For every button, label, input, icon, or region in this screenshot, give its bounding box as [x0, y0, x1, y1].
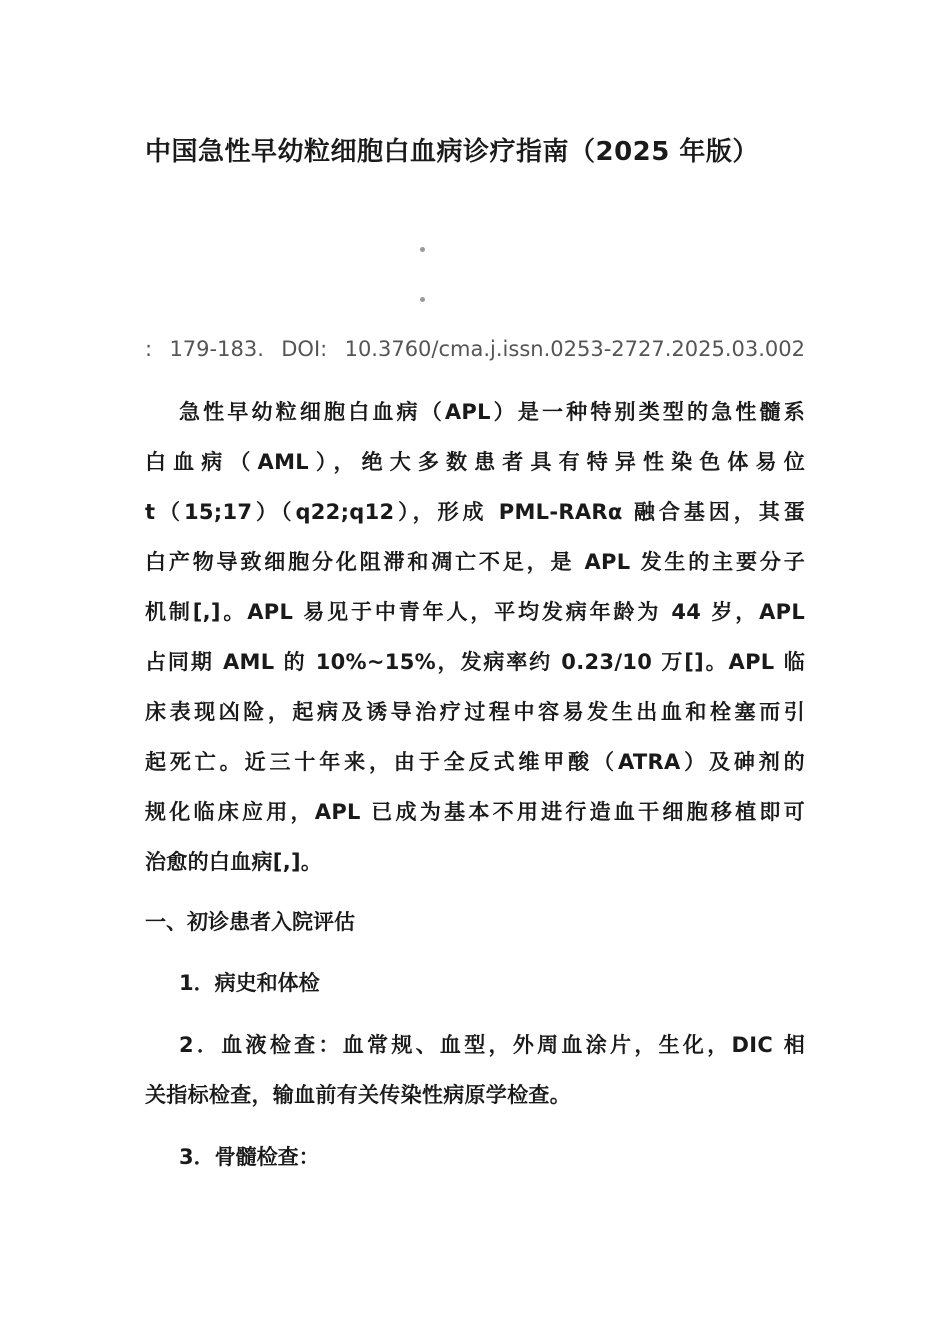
paragraph-line: 规化临床应用，APL 已成为基本不用进行造血干细胞移植即可 — [145, 800, 805, 824]
paragraph-line: 2．血液检查：血常规、血型，外周血涂片，生化，DIC 相 — [179, 1033, 805, 1057]
paragraph-line: 机制[,]。APL 易见于中青年人，平均发病年龄为 44 岁，APL — [145, 600, 805, 624]
paragraph-line: t（15;17）（q22;q12），形成 PML-RARα 融合基因，其蛋 — [145, 500, 805, 524]
separator-dot — [420, 247, 425, 252]
separator-dot — [420, 297, 425, 302]
section-heading: 一、初诊患者入院评估 — [145, 910, 355, 934]
paragraph-line: 急性早幼粒细胞白血病（APL）是一种特别类型的急性髓系 — [179, 400, 805, 424]
citation-line: : 179-183. DOI: 10.3760/cma.j.issn.0253-2727.2025.03.002 — [145, 337, 805, 361]
paragraph-line: 床表现凶险，起病及诱导治疗过程中容易发生出血和栓塞而引 — [145, 700, 805, 724]
list-item-history: 1．病史和体检 — [179, 971, 320, 995]
intro-paragraph — [145, 387, 805, 887]
paragraph-line: 治愈的白血病[,]。 — [145, 850, 323, 874]
list-item-bone-marrow: 3．骨髓检查： — [179, 1145, 320, 1169]
paragraph-line: 白血病（AML），绝大多数患者具有特异性染色体易位 — [145, 450, 805, 474]
paragraph-line: 白产物导致细胞分化阻滞和凋亡不足，是 APL 发生的主要分子 — [145, 550, 805, 574]
paragraph-line: 关指标检查，输血前有关传染性病原学检查。 — [145, 1083, 571, 1107]
paragraph-line: 起死亡。近三十年来，由于全反式维甲酸（ATRA）及砷剂的 — [145, 750, 805, 774]
list-item-blood-tests — [145, 1020, 805, 1120]
document-title: 中国急性早幼粒细胞白血病诊疗指南（2025 年版） — [145, 137, 759, 167]
paragraph-line: 占同期 AML 的 10%~15%，发病率约 0.23/10 万[]。APL 临 — [145, 650, 805, 674]
